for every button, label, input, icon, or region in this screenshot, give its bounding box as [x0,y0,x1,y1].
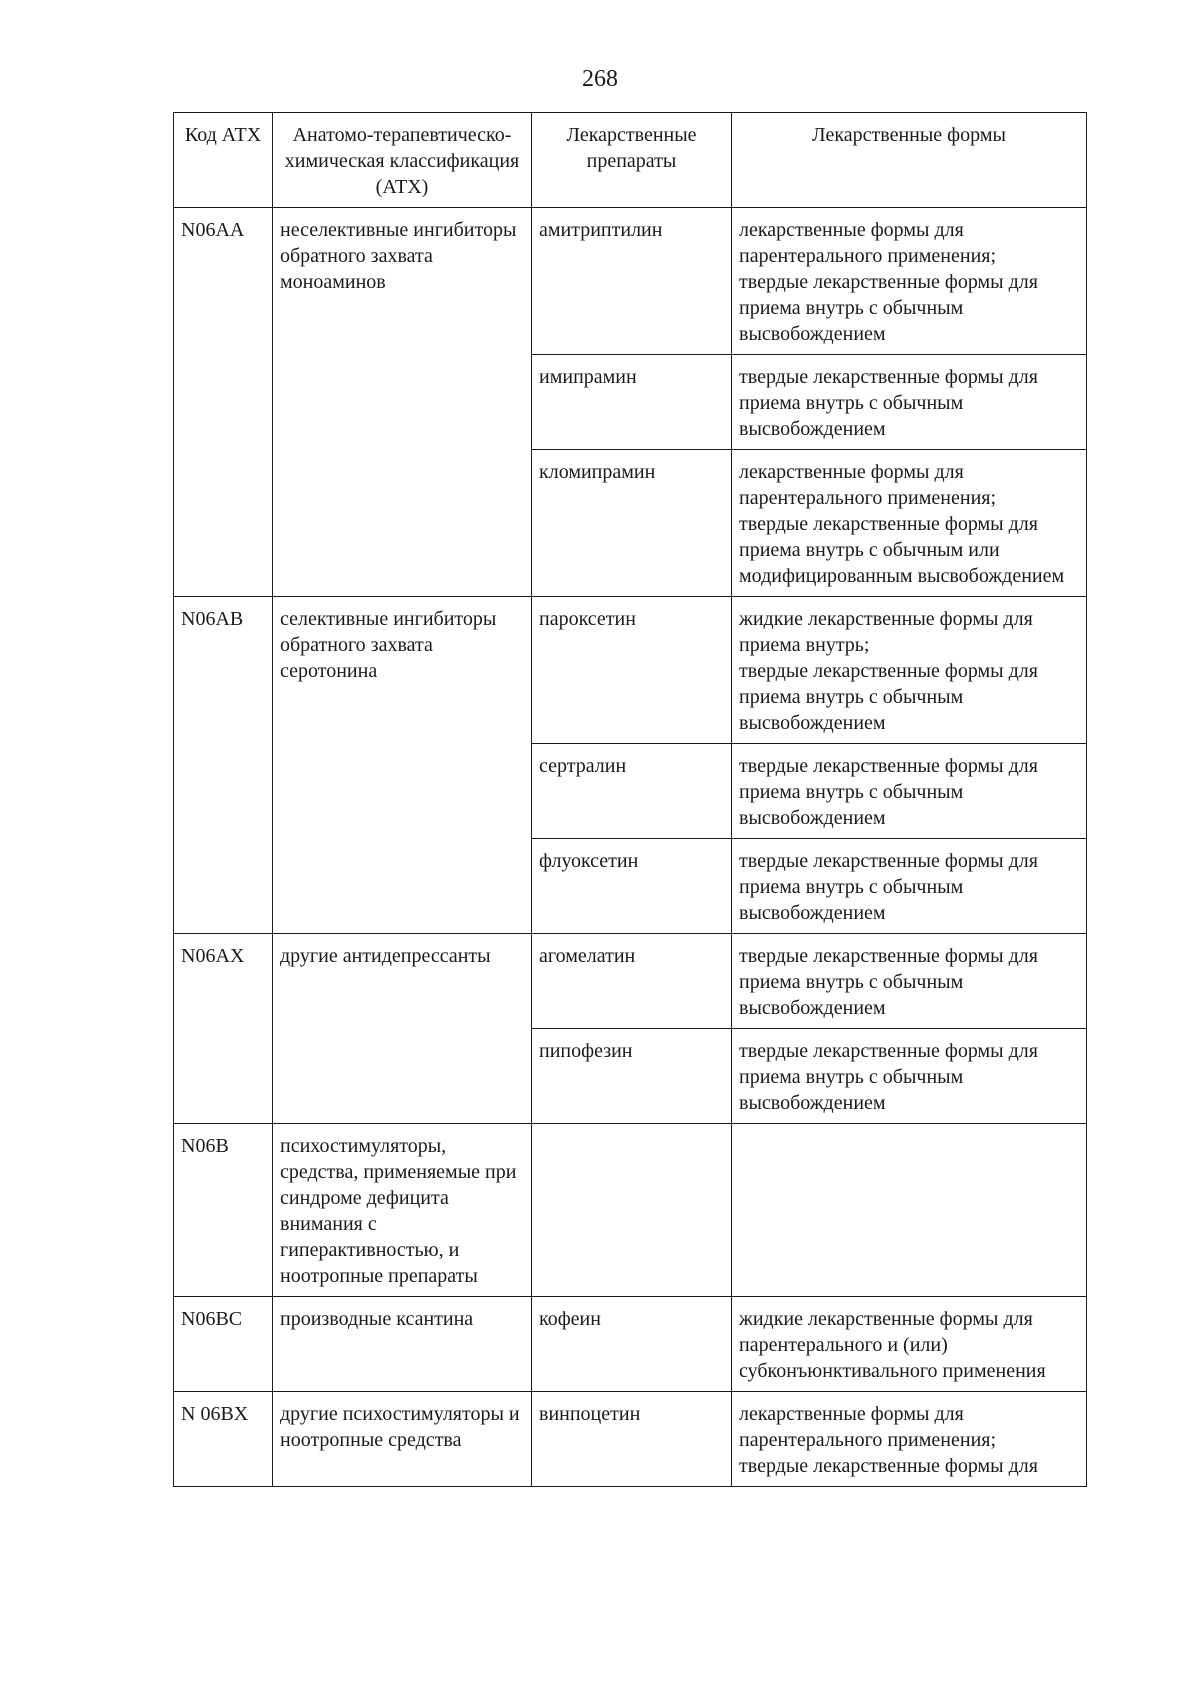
atx-code-cell: N 06BX [174,1392,273,1487]
drug-name-cell: пароксетин [532,597,732,744]
dosage-form-text: твердые лекарственные формы для приема внутрь с обычным высвобождением [739,271,1038,345]
atx-classification-cell: производные ксантина [273,1297,532,1392]
dosage-form-text: твердые лекарственные формы для приема внутрь с обычным высвобождением [739,660,1038,734]
drug-name-cell: кломипрамин [532,450,732,597]
table-row [174,934,1087,1029]
dosage-form-text: лекарственные формы для парентерального применения; [739,1403,997,1451]
drug-name-cell: агомелатин [532,934,732,1029]
header-forms: Лекарственные формы [732,113,1087,208]
atx-classification-cell: другие антидепрессанты [273,934,532,1124]
page-number: 268 [582,66,618,92]
atx-code-cell: N06BC [174,1297,273,1392]
atx-code-cell: N06AX [174,934,273,1124]
table-row [174,1297,1087,1392]
table-header-row [174,113,1087,208]
dosage-forms-cell [732,1392,1087,1487]
atx-code-cell: N06AA [174,208,273,597]
dosage-forms-cell [732,839,1087,934]
drug-name-cell: кофеин [532,1297,732,1392]
dosage-forms-cell [732,934,1087,1029]
atx-code-cell: N06B [174,1124,273,1297]
dosage-form-text: лекарственные формы для парентерального применения; [739,461,997,509]
dosage-form-text: лекарственные формы для парентерального применения; [739,219,997,267]
dosage-forms-cell [732,208,1087,355]
header-classification: Анатомо-терапевтическо-химическая классификация (АТХ) [273,113,532,208]
dosage-forms-cell [732,1297,1087,1392]
atx-classification-cell: психостимуляторы, средства, применяемые при синдроме дефицита внимания с гиперактивностью, и ноотропные препараты [273,1124,532,1297]
dosage-form-text: твердые лекарственные формы для приема внутрь с обычным или модифицированным высвобождением [739,513,1065,587]
drug-name-cell: амитриптилин [532,208,732,355]
drug-name-cell: флуоксетин [532,839,732,934]
table-row [174,1124,1087,1297]
header-code: Код АТХ [174,113,273,208]
atx-code-cell: N06AB [174,597,273,934]
drug-name-cell: винпоцетин [532,1392,732,1487]
dosage-form-text: твердые лекарственные формы для приема внутрь с обычным высвобождением [739,1040,1038,1114]
dosage-forms-cell [732,450,1087,597]
atx-drug-table [173,112,1087,1487]
atx-classification-cell: селективные ингибиторы обратного захвата серотонина [273,597,532,934]
table-body [174,208,1087,1487]
drug-name-cell: имипрамин [532,355,732,450]
dosage-forms-cell [732,1124,1087,1297]
dosage-form-text: твердые лекарственные формы для приема внутрь с обычным высвобождением [739,755,1038,829]
dosage-forms-cell [732,597,1087,744]
dosage-form-text: жидкие лекарственные формы для парентерального и (или) субконъюнктивального применения [739,1308,1046,1382]
drug-name-cell [532,1124,732,1297]
atx-classification-cell: другие психостимуляторы и ноотропные средства [273,1392,532,1487]
dosage-form-text: твердые лекарственные формы для приема внутрь с обычным высвобождением [739,366,1038,440]
table-row [174,597,1087,744]
header-drugs: Лекарственные препараты [532,113,732,208]
dosage-form-text: твердые лекарственные формы для приема внутрь с обычным высвобождением [739,850,1038,924]
dosage-forms-cell [732,744,1087,839]
drug-name-cell: сертралин [532,744,732,839]
table-row [174,208,1087,355]
dosage-form-text: твердые лекарственные формы для [739,1455,1038,1477]
dosage-forms-cell [732,355,1087,450]
dosage-form-text: твердые лекарственные формы для приема внутрь с обычным высвобождением [739,945,1038,1019]
table-row [174,1392,1087,1487]
drug-name-cell: пипофезин [532,1029,732,1124]
atx-classification-cell: неселективные ингибиторы обратного захвата моноаминов [273,208,532,597]
dosage-forms-cell [732,1029,1087,1124]
dosage-form-text: жидкие лекарственные формы для приема внутрь; [739,608,1033,656]
